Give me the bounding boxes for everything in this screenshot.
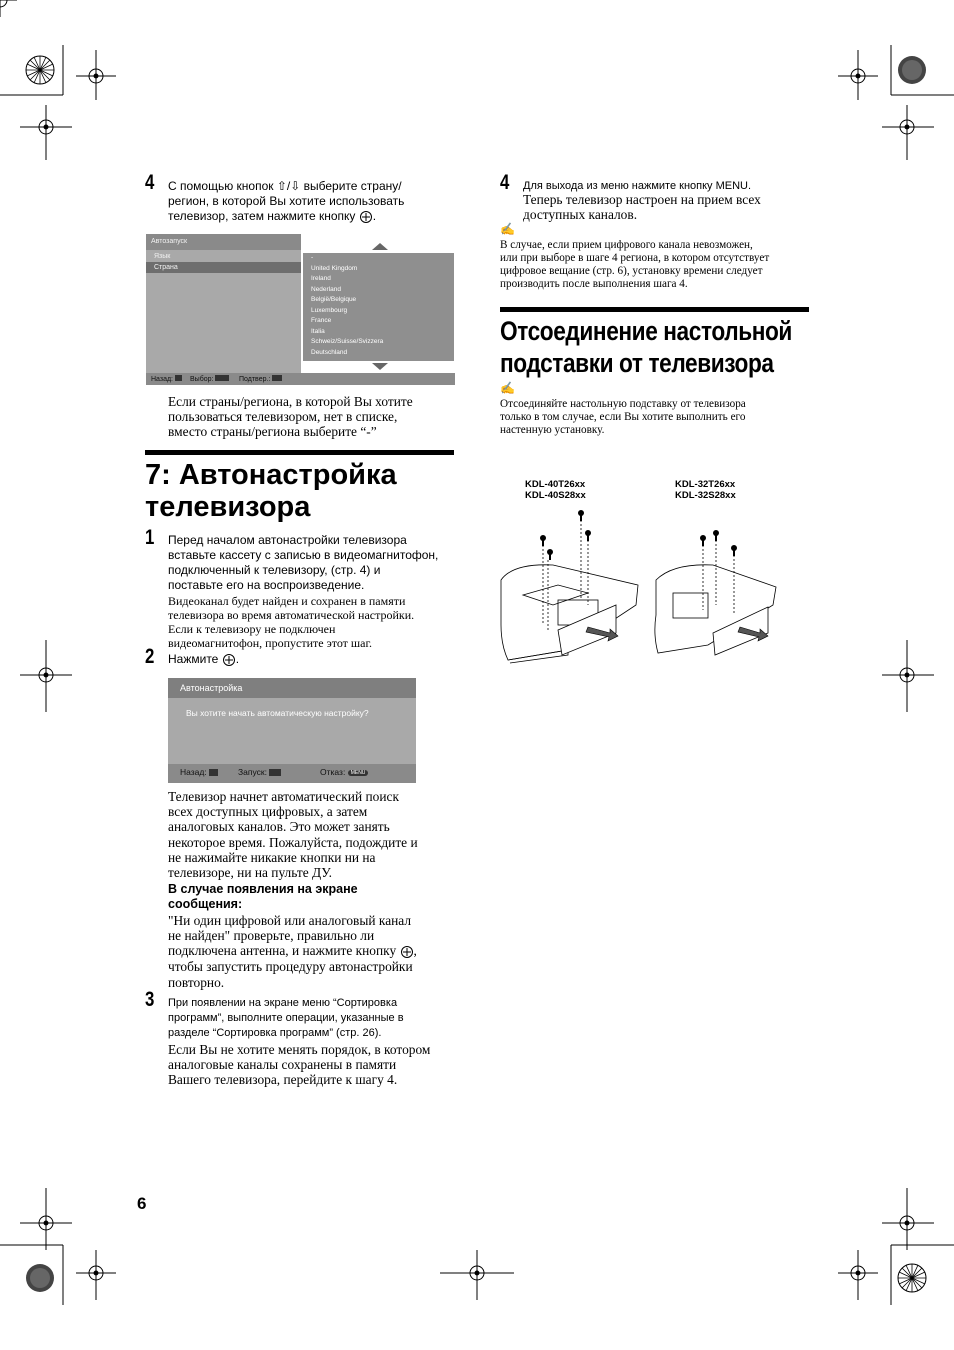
list-item[interactable]: Deutschland (311, 348, 348, 356)
text-span: Нажмите (168, 652, 219, 666)
list-item[interactable]: Schweiz/Suisse/Svizzera (311, 338, 384, 345)
menu-item-country[interactable]: Страна (154, 264, 178, 271)
start-label: Запуск: (238, 767, 267, 777)
step-1-note (168, 594, 463, 650)
stand-removal-illustration (498, 505, 818, 665)
text-line: подключенный к телевизору, (стр. 4) и (168, 563, 381, 577)
list-item[interactable]: België/Belgique (311, 296, 357, 303)
scroll-up-icon[interactable] (372, 243, 388, 251)
footer-start[interactable] (238, 767, 281, 777)
text-line: цифровое вещание (стр. 6), установку времени следует (500, 265, 763, 277)
text-line: не найден" проверьте, правильно ли (168, 928, 375, 944)
footer-confirm (239, 375, 282, 383)
footer-back-label: Назад: (151, 376, 174, 383)
text-line: При появлении на экране меню “Сортировка (168, 997, 398, 1009)
text-line: В случае, если прием цифрового канала невозможен, (500, 239, 753, 251)
footer-cancel[interactable] (320, 767, 368, 777)
text-line: аналоговые каналы сохранены в памяти (168, 1057, 397, 1073)
enter-button-icon (400, 945, 414, 959)
page-number: 6 (137, 1194, 147, 1213)
text-line: всех доступных цифровых, а затем (168, 804, 368, 820)
text-line: только в том случае, если Вы хотите выполнить его (500, 411, 746, 423)
text-line: Если к телевизору не подключен (168, 622, 336, 636)
models-left (525, 479, 586, 501)
cancel-label: Отказ: (320, 767, 346, 777)
list-item[interactable]: Italia (311, 327, 325, 335)
screen-title: Автозапуск (151, 238, 188, 245)
text-line: Отсоединяйте настольную подставку от телевизора (500, 398, 746, 410)
section-title-stand (500, 315, 802, 379)
section-rule (500, 307, 809, 312)
text-line: повторно. (168, 974, 225, 990)
text-line: регион, в которой Вы хотите использовать (168, 194, 405, 208)
text-line: сообщения: (168, 897, 243, 911)
up-down-icon (215, 375, 229, 381)
text-line: подключена антенна, и нажмите кнопку , (168, 943, 417, 959)
list-item[interactable]: France (311, 317, 332, 324)
text-line: Перед началом автонастройки телевизора (168, 533, 407, 547)
model-label: KDL-32S28xx (675, 490, 736, 501)
text-line: настенную установку. (500, 424, 605, 436)
dialog-question: Вы хотите начать автоматическую настройку? (186, 708, 369, 718)
text-line: телевизоре, ни на пульте ДУ. (168, 865, 332, 881)
enter-button-icon (359, 210, 373, 224)
list-item[interactable]: Luxembourg (311, 306, 348, 314)
menu-item-language[interactable]: Язык (154, 253, 171, 260)
step-4-text: Для выхода из меню нажмите кнопку MENU. (523, 180, 752, 192)
tip-stand (500, 398, 815, 437)
text-line: производить после выполнения шага 4. (500, 278, 688, 290)
messages-text (168, 913, 463, 990)
models-right (675, 479, 736, 501)
pencil-note-icon: ✍ (500, 381, 515, 395)
tip-digital (500, 239, 815, 291)
text-line: Теперь телевизор настроен на прием всех (523, 192, 761, 207)
text-line: "Ни один цифровой или аналоговый канал (168, 913, 412, 928)
text-line: Если Вы не хотите менять порядок, в котором (168, 1042, 431, 1057)
step-number: 3 (145, 988, 155, 1011)
model-label: KDL-40S28xx (525, 490, 586, 501)
list-item[interactable]: - (311, 254, 314, 261)
step-3-note (168, 1042, 463, 1088)
text-line: не нажимайте никакие кнопки ни на (168, 849, 376, 865)
country-list[interactable] (303, 253, 454, 361)
text-line: аналоговых каналов. Это может занять (168, 819, 390, 835)
enter-icon (272, 375, 282, 381)
title-line: 7: Автонастройка (145, 459, 397, 491)
step-number: 1 (145, 526, 155, 549)
step-number: 2 (145, 645, 155, 668)
text-line: вместо страны/региона выберите “-” (168, 424, 377, 440)
text-line: Видеоканал будет найден и сохранен в памяти (168, 594, 406, 608)
messages-heading (168, 882, 463, 912)
model-label: KDL-32T26xx (675, 479, 736, 490)
title-line: подставки от телевизора (500, 348, 774, 378)
text-line: телевизор, затем нажмите кнопку . (168, 209, 377, 223)
dialog-title: Автонастройка (180, 683, 243, 693)
list-item[interactable]: United Kingdom (311, 264, 358, 272)
text-line: С помощью кнопок ⇧/⇩ выберите страну/ (168, 179, 402, 193)
section-title-autotune (145, 459, 397, 523)
text-line: поставьте его на воспроизведение. (168, 578, 365, 592)
text-line: Телевизор начнет автоматический поиск (168, 789, 399, 804)
text-line: Если страны/региона, в которой Вы хотите (168, 394, 413, 409)
model-label: KDL-40T26xx (525, 479, 586, 490)
list-item[interactable]: Nederland (311, 285, 341, 293)
step-number: 4 (500, 171, 510, 194)
autotune-description (168, 789, 463, 880)
text-line: программ”, выполните операции, указанные в (168, 1012, 404, 1024)
text-line: разделе “Сортировка программ” (стр. 26). (168, 1027, 382, 1039)
back-label: Назад: (180, 767, 207, 777)
step-4-note (523, 192, 813, 222)
step-2-text: Нажмите . (168, 652, 240, 666)
autostart-screen (146, 234, 455, 385)
text-line: пользоваться телевизором, нет в списке, (168, 409, 398, 425)
text-line: Вашего телевизора, перейдите к шагу 4. (168, 1072, 398, 1088)
text-line: чтобы запустить процедуру автонастройки (168, 959, 413, 975)
enter-button-icon (222, 653, 236, 667)
country-note (168, 394, 458, 440)
scroll-down-icon[interactable] (372, 363, 388, 371)
pencil-note-icon: ✍ (500, 222, 515, 236)
autotune-dialog (168, 678, 416, 783)
footer-select-label: Выбор: (190, 376, 214, 383)
title-line: телевизора (145, 491, 311, 523)
text-line: доступных каналов. (523, 207, 638, 223)
text-span: телевизор, затем нажмите кнопку (168, 209, 356, 223)
text-span: подключена антенна, и нажмите кнопку (168, 943, 397, 959)
text-line: некоторое время. Пожалуйста, подождите и (168, 834, 418, 850)
text-line: телевизора во время автоматической настройки. (168, 608, 415, 622)
section-rule (145, 450, 454, 455)
footer-select (190, 375, 229, 383)
text-line: В случае появления на экране (168, 882, 358, 896)
list-item[interactable]: Ireland (311, 275, 331, 282)
step-4-text (168, 179, 458, 224)
enter-icon (269, 769, 281, 776)
step-number: 4 (145, 171, 155, 194)
menu-badge: MENU (348, 770, 369, 776)
footer-back[interactable] (180, 767, 218, 777)
step-1-text (168, 533, 463, 593)
back-icon (175, 375, 182, 381)
step-3-text (168, 996, 463, 1041)
back-icon (209, 769, 218, 776)
text-line: или при выборе в шаге 4 региона, в котором отсутствует (500, 252, 770, 264)
footer-confirm-label: Подтвер.: (239, 376, 271, 383)
text-line: вставьте кассету с записью в видеомагнитофон, (168, 548, 439, 562)
text-line: видеомагнитофон, пропустите этот шаг. (168, 636, 373, 650)
footer-back (151, 375, 182, 383)
title-line: Отсоединение настольной (500, 316, 792, 346)
